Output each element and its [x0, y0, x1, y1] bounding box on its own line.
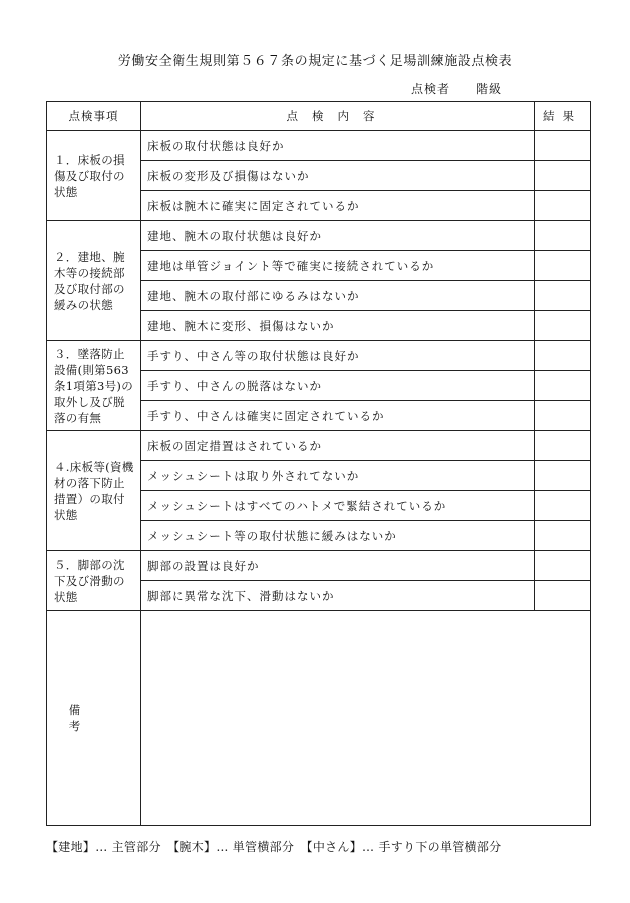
result-cell[interactable]: [535, 311, 591, 341]
check-item: メッシュシート等の取付状態に緩みはないか: [141, 521, 535, 551]
check-item: 脚部の設置は良好か: [141, 551, 535, 581]
check-item: 床板の変形及び損傷はないか: [141, 161, 535, 191]
page-title: 労働安全衛生規則第５６７条の規定に基づく足場訓練施設点検表: [117, 54, 513, 69]
result-cell[interactable]: [535, 221, 591, 251]
table-row: [47, 551, 591, 581]
result-cell[interactable]: [535, 161, 591, 191]
header-item: 点検事項: [47, 102, 141, 131]
result-cell[interactable]: [535, 521, 591, 551]
legend-note: 【建地】… 主管部分 【腕木】… 単管横部分 【中さん】… 手すり下の単管横部分: [46, 840, 502, 854]
table-header-row: [47, 102, 591, 131]
result-cell[interactable]: [535, 131, 591, 161]
section-item-1: １．床板の損傷及び取付の状態: [47, 131, 141, 221]
inspection-table: [46, 101, 591, 826]
result-cell[interactable]: [535, 401, 591, 431]
section-item-4: ４.床板等(資機材の落下防止措置）の取付状態: [47, 431, 141, 551]
check-item: 床板の固定措置はされているか: [141, 431, 535, 461]
check-item: 手すり、中さんは確実に固定されているか: [141, 401, 535, 431]
check-item: 建地、腕木の取付部にゆるみはないか: [141, 281, 535, 311]
check-item: 手すり、中さん等の取付状態は良好か: [141, 341, 535, 371]
check-item: メッシュシートはすべてのハトメで緊結されているか: [141, 491, 535, 521]
result-cell[interactable]: [535, 551, 591, 581]
result-cell[interactable]: [535, 191, 591, 221]
section-item-3: ３．墜落防止設備(則第563条1項第3号)の取外し及び脱落の有無: [47, 341, 141, 431]
header-content: 点検内容: [141, 102, 535, 131]
result-cell[interactable]: [535, 371, 591, 401]
remarks-row: [47, 611, 591, 826]
result-cell[interactable]: [535, 341, 591, 371]
remarks-label: 備考: [47, 611, 141, 826]
table-row: [47, 431, 591, 461]
section-item-5: ５．脚部の沈下及び滑動の状態: [47, 551, 141, 611]
check-item: 脚部に異常な沈下、滑動はないか: [141, 581, 535, 611]
result-cell[interactable]: [535, 491, 591, 521]
inspector-field: 点検者 階級: [411, 82, 503, 96]
header-result: 結果: [535, 102, 591, 131]
result-cell[interactable]: [535, 431, 591, 461]
result-cell[interactable]: [535, 461, 591, 491]
check-item: 建地、腕木の取付状態は良好か: [141, 221, 535, 251]
check-item: 床板は腕木に確実に固定されているか: [141, 191, 535, 221]
check-item: 建地は単管ジョイント等で確実に接続されているか: [141, 251, 535, 281]
section-item-2: ２．建地、腕木等の接続部及び取付部の緩みの状態: [47, 221, 141, 341]
check-item: 建地、腕木に変形、損傷はないか: [141, 311, 535, 341]
remarks-area[interactable]: [141, 611, 591, 826]
result-cell[interactable]: [535, 251, 591, 281]
table-row: [47, 341, 591, 371]
table-row: [47, 221, 591, 251]
result-cell[interactable]: [535, 281, 591, 311]
result-cell[interactable]: [535, 581, 591, 611]
table-row: [47, 131, 591, 161]
check-item: 床板の取付状態は良好か: [141, 131, 535, 161]
check-item: メッシュシートは取り外されてないか: [141, 461, 535, 491]
check-item: 手すり、中さんの脱落はないか: [141, 371, 535, 401]
